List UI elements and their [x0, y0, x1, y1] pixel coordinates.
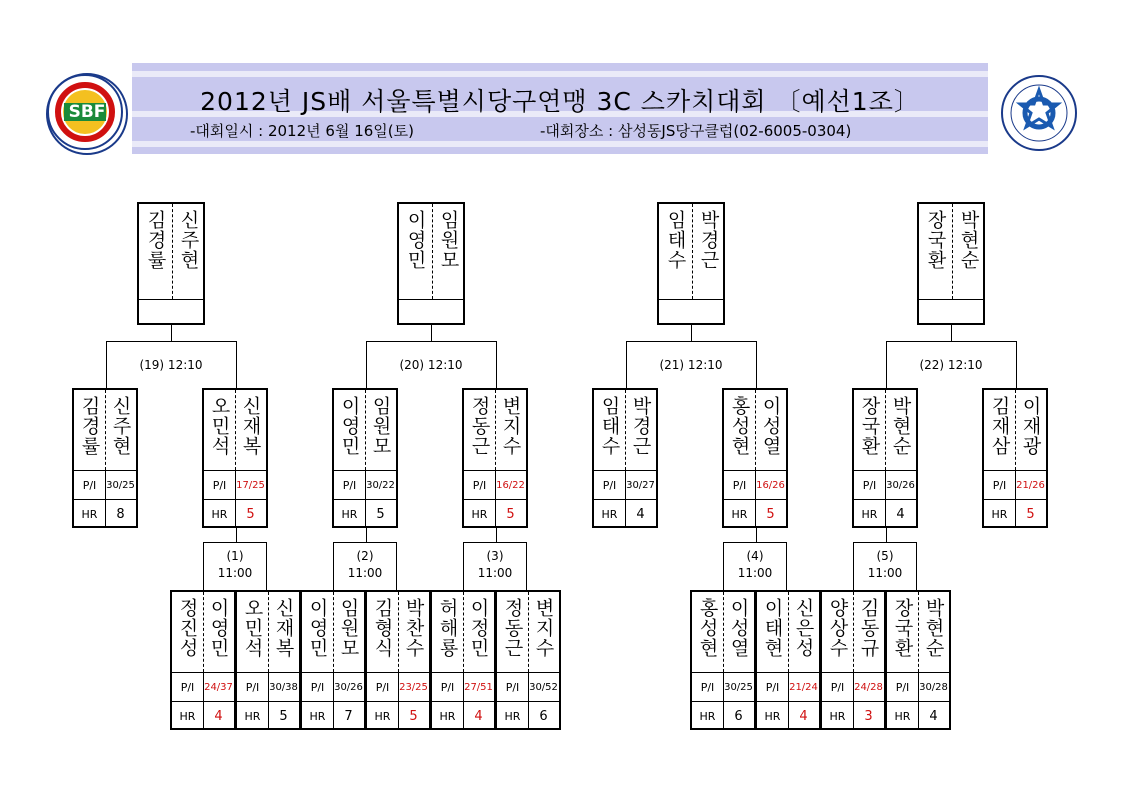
pi-value: 16/26	[756, 479, 785, 491]
player-name: 박현순	[957, 210, 980, 270]
hr-value: 4	[636, 506, 645, 522]
player-name: 박현순	[922, 598, 945, 658]
cell-divider	[235, 500, 236, 528]
hr-label: HR	[829, 709, 846, 723]
player-name: 변지수	[499, 396, 522, 456]
pair-divider	[365, 390, 366, 470]
player-name: 박경근	[629, 396, 652, 456]
player-name: 이영민	[404, 210, 427, 270]
header-banner	[132, 63, 988, 154]
player-name: 장국환	[924, 210, 947, 270]
hr-value: 4	[896, 506, 905, 522]
player-name: 임원모	[437, 210, 460, 270]
player-name: 신재복	[239, 396, 262, 456]
pi-value: 17/25	[236, 479, 265, 491]
team-pair-box	[300, 590, 366, 730]
score-row-divider	[399, 299, 463, 300]
cell-divider	[235, 471, 236, 499]
bracket-line	[886, 341, 1017, 342]
page-title: 2012년 JS배 서울특별시당구연맹 3C 스카치대회 〔예선1조〕	[200, 87, 920, 116]
pair-divider	[755, 390, 756, 470]
hr-value: 3	[864, 708, 873, 724]
game-info-box	[723, 542, 787, 590]
player-name: 임원모	[337, 598, 360, 658]
team-pair-box	[690, 590, 756, 730]
pair-divider	[885, 390, 886, 470]
cell-divider	[105, 500, 106, 528]
pair-divider	[495, 390, 496, 470]
hr-label: HR	[471, 507, 488, 521]
cell-divider	[625, 471, 626, 499]
hr-value: 5	[1026, 506, 1035, 522]
pi-label: P/I	[830, 680, 845, 694]
pi-value: 30/22	[366, 479, 395, 491]
player-name: 장국환	[891, 598, 914, 658]
team-pair-box	[495, 590, 561, 730]
game-number: (4)	[746, 549, 764, 563]
bracket-line	[496, 528, 497, 542]
cell-divider	[463, 702, 464, 730]
pi-value: 16/22	[496, 479, 525, 491]
player-name: 신주현	[109, 396, 132, 456]
finalist-pair-box	[657, 202, 725, 325]
pi-label: P/I	[895, 680, 910, 694]
cell-divider	[918, 702, 919, 730]
pi-value: 30/26	[886, 479, 915, 491]
player-name: 임태수	[598, 396, 621, 456]
game-label: (20) 12:10	[399, 358, 463, 372]
pi-value: 23/25	[399, 681, 428, 693]
player-name: 신재복	[272, 598, 295, 658]
pi-value: 30/25	[106, 479, 135, 491]
cell-divider	[398, 673, 399, 701]
cell-divider	[853, 702, 854, 730]
hr-value: 5	[506, 506, 515, 522]
player-name: 이영민	[207, 598, 230, 658]
player-name: 임원모	[369, 396, 392, 456]
hr-label: HR	[341, 507, 358, 521]
pi-label: P/I	[212, 478, 227, 492]
pi-label: P/I	[342, 478, 357, 492]
player-name: 양상수	[826, 598, 849, 658]
team-pair-box	[982, 388, 1048, 528]
bracket-line	[951, 325, 952, 342]
bracket-line	[236, 341, 237, 388]
player-name: 오민석	[241, 598, 264, 658]
pi-label: P/I	[602, 478, 617, 492]
hr-label: HR	[81, 507, 98, 521]
team-pair-box	[202, 388, 268, 528]
hr-label: HR	[504, 709, 521, 723]
player-name: 이정민	[467, 598, 490, 658]
game-number: (2)	[356, 549, 374, 563]
hr-label: HR	[894, 709, 911, 723]
event-date: -대회일시 : 2012년 6월 16일(토)	[190, 122, 414, 140]
cell-divider	[885, 471, 886, 499]
hr-label: HR	[731, 507, 748, 521]
pi-value: 21/24	[789, 681, 818, 693]
team-pair-box	[72, 388, 138, 528]
hr-label: HR	[211, 507, 228, 521]
sbf-logo-text: SBF	[68, 102, 106, 122]
pi-value: 30/28	[919, 681, 948, 693]
team-pair-box	[722, 388, 788, 528]
game-info-box	[463, 542, 527, 590]
game-info-box	[333, 542, 397, 590]
finalist-pair-box	[917, 202, 985, 325]
pi-label: P/I	[375, 680, 390, 694]
cell-divider	[528, 702, 529, 730]
cell-divider	[105, 471, 106, 499]
hr-value: 5	[279, 708, 288, 724]
pi-value: 30/52	[529, 681, 558, 693]
team-pair-box	[365, 590, 431, 730]
hr-value: 4	[799, 708, 808, 724]
game-label: (22) 12:10	[919, 358, 983, 372]
hr-value: 5	[766, 506, 775, 522]
pi-label: P/I	[992, 478, 1007, 492]
pair-divider	[268, 592, 269, 672]
player-name: 홍성현	[728, 396, 751, 456]
player-name: 신주현	[177, 210, 200, 270]
bracket-line	[626, 341, 757, 342]
team-pair-box	[755, 590, 821, 730]
team-pair-box	[235, 590, 301, 730]
pi-value: 27/51	[464, 681, 493, 693]
pair-divider	[952, 204, 953, 299]
cell-divider	[1015, 500, 1016, 528]
hr-label: HR	[991, 507, 1008, 521]
team-pair-box	[462, 388, 528, 528]
player-name: 변지수	[532, 598, 555, 658]
pair-divider	[853, 592, 854, 672]
team-pair-box	[820, 590, 886, 730]
hr-label: HR	[439, 709, 456, 723]
cell-divider	[365, 500, 366, 528]
player-name: 정동근	[501, 598, 524, 658]
player-name: 홍성현	[696, 598, 719, 658]
player-name: 김경률	[144, 210, 167, 270]
player-name: 이성열	[727, 598, 750, 658]
team-pair-box	[885, 590, 951, 730]
bracket-line	[236, 528, 237, 542]
player-name: 박현순	[889, 396, 912, 456]
hr-value: 6	[539, 708, 548, 724]
pair-divider	[398, 592, 399, 672]
game-info-box	[853, 542, 917, 590]
hr-value: 8	[116, 506, 125, 522]
pi-value: 24/37	[204, 681, 233, 693]
player-name: 김형식	[371, 598, 394, 658]
game-time: 11:00	[737, 566, 773, 580]
team-pair-box	[852, 388, 918, 528]
player-name: 장국환	[858, 396, 881, 456]
score-row-divider	[659, 299, 723, 300]
pi-label: P/I	[862, 478, 877, 492]
player-name: 이영민	[306, 598, 329, 658]
player-name: 이영민	[338, 396, 361, 456]
team-pair-box	[170, 590, 236, 730]
hr-value: 4	[474, 708, 483, 724]
game-time: 11:00	[347, 566, 383, 580]
hr-value: 5	[376, 506, 385, 522]
bracket-line	[886, 528, 887, 542]
hr-value: 5	[409, 708, 418, 724]
pair-divider	[723, 592, 724, 672]
pair-divider	[1015, 390, 1016, 470]
finalist-pair-box	[397, 202, 465, 325]
player-name: 김재삼	[988, 396, 1011, 456]
score-row-divider	[919, 299, 983, 300]
pair-divider	[463, 592, 464, 672]
pi-value: 30/25	[724, 681, 753, 693]
cell-divider	[495, 500, 496, 528]
cell-divider	[268, 673, 269, 701]
player-name: 오민석	[208, 396, 231, 456]
cell-divider	[918, 673, 919, 701]
finalist-pair-box	[137, 202, 205, 325]
team-pair-box	[592, 388, 658, 528]
cell-divider	[528, 673, 529, 701]
cell-divider	[755, 500, 756, 528]
bracket-line	[1016, 341, 1017, 388]
player-name: 정진성	[176, 598, 199, 658]
pi-value: 24/28	[854, 681, 883, 693]
game-time: 11:00	[217, 566, 253, 580]
cell-divider	[398, 702, 399, 730]
cell-divider	[885, 500, 886, 528]
cell-divider	[333, 702, 334, 730]
bracket-line	[691, 325, 692, 342]
cell-divider	[788, 702, 789, 730]
pi-label: P/I	[765, 680, 780, 694]
game-label: (19) 12:10	[139, 358, 203, 372]
hr-value: 6	[734, 708, 743, 724]
hr-label: HR	[699, 709, 716, 723]
pair-divider	[918, 592, 919, 672]
pi-value: 21/26	[1016, 479, 1045, 491]
pi-label: P/I	[180, 680, 195, 694]
bracket-line	[366, 341, 497, 342]
cell-divider	[268, 702, 269, 730]
bracket-line	[431, 325, 432, 342]
pair-divider	[625, 390, 626, 470]
game-number: (3)	[486, 549, 504, 563]
game-time: 11:00	[867, 566, 903, 580]
pair-divider	[692, 204, 693, 299]
pair-divider	[235, 390, 236, 470]
pair-divider	[203, 592, 204, 672]
pi-label: P/I	[700, 680, 715, 694]
cell-divider	[203, 702, 204, 730]
pi-label: P/I	[732, 478, 747, 492]
cell-divider	[788, 673, 789, 701]
player-name: 박찬수	[402, 598, 425, 658]
player-name: 신은성	[792, 598, 815, 658]
player-name: 허해룡	[436, 598, 459, 658]
cell-divider	[365, 471, 366, 499]
cell-divider	[495, 471, 496, 499]
hr-label: HR	[179, 709, 196, 723]
sbf-logo	[46, 73, 128, 155]
game-number: (1)	[226, 549, 244, 563]
pi-value: 30/27	[626, 479, 655, 491]
team-pair-box	[332, 388, 398, 528]
pair-divider	[333, 592, 334, 672]
hr-label: HR	[861, 507, 878, 521]
cell-divider	[723, 673, 724, 701]
pi-label: P/I	[82, 478, 97, 492]
bracket-line	[756, 341, 757, 388]
pi-label: P/I	[472, 478, 487, 492]
bracket-line	[496, 341, 497, 388]
cell-divider	[203, 673, 204, 701]
score-row-divider	[139, 299, 203, 300]
hr-value: 7	[344, 708, 353, 724]
cell-divider	[1015, 471, 1016, 499]
seoul-sports-council-logo	[1000, 74, 1078, 152]
cell-divider	[625, 500, 626, 528]
pair-divider	[172, 204, 173, 299]
player-name: 이재광	[1019, 396, 1042, 456]
game-label: (21) 12:10	[659, 358, 723, 372]
pi-label: P/I	[245, 680, 260, 694]
player-name: 임태수	[664, 210, 687, 270]
cell-divider	[723, 702, 724, 730]
player-name: 박경근	[697, 210, 720, 270]
player-name: 이성열	[759, 396, 782, 456]
player-name: 김경률	[78, 396, 101, 456]
cell-divider	[853, 673, 854, 701]
pair-divider	[105, 390, 106, 470]
pi-label: P/I	[310, 680, 325, 694]
bracket-line	[171, 325, 172, 342]
pair-divider	[528, 592, 529, 672]
team-pair-box	[430, 590, 496, 730]
player-name: 이태현	[761, 598, 784, 658]
game-info-box	[203, 542, 267, 590]
event-venue: -대회장소 : 삼성동JS당구클럽(02-6005-0304)	[540, 122, 852, 140]
bracket-line	[756, 528, 757, 542]
bracket-line	[106, 341, 237, 342]
hr-label: HR	[764, 709, 781, 723]
player-name: 김동규	[857, 598, 880, 658]
game-number: (5)	[876, 549, 894, 563]
hr-label: HR	[601, 507, 618, 521]
hr-label: HR	[244, 709, 261, 723]
pair-divider	[788, 592, 789, 672]
cell-divider	[463, 673, 464, 701]
hr-value: 5	[246, 506, 255, 522]
pi-label: P/I	[440, 680, 455, 694]
pi-value: 30/26	[334, 681, 363, 693]
cell-divider	[333, 673, 334, 701]
hr-value: 4	[214, 708, 223, 724]
pi-label: P/I	[505, 680, 520, 694]
hr-label: HR	[309, 709, 326, 723]
hr-value: 4	[929, 708, 938, 724]
hr-label: HR	[374, 709, 391, 723]
player-name: 정동근	[468, 396, 491, 456]
bracket-line	[366, 528, 367, 542]
cell-divider	[755, 471, 756, 499]
pi-value: 30/38	[269, 681, 298, 693]
game-time: 11:00	[477, 566, 513, 580]
pair-divider	[432, 204, 433, 299]
